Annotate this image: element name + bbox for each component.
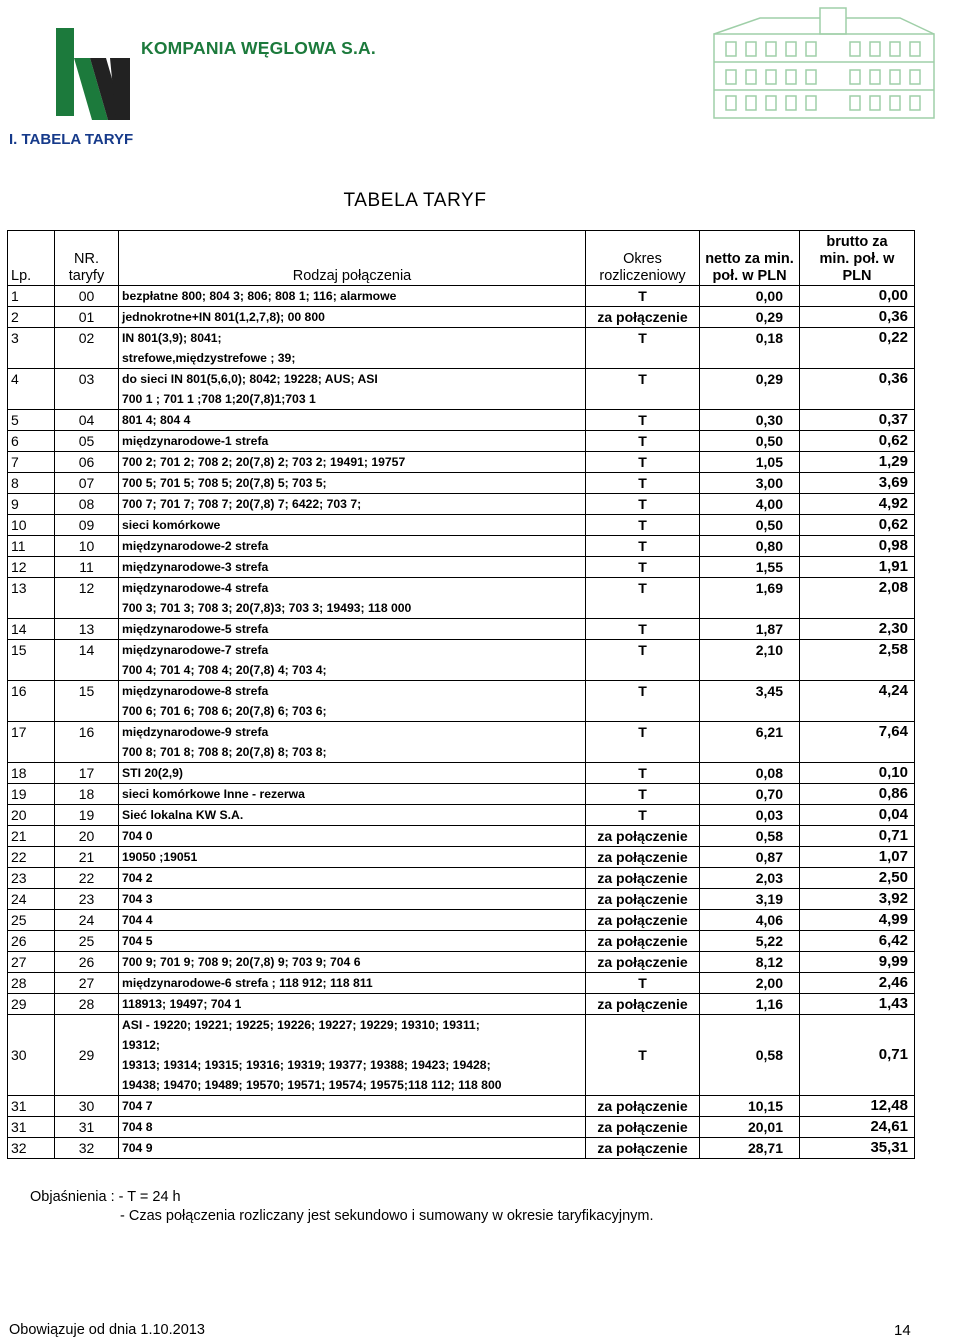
cell-brutto: 4,24 (800, 681, 915, 722)
cell-description (119, 973, 586, 994)
page-number: 14 (894, 1322, 911, 1339)
cell-lp: 22 (8, 847, 55, 868)
cell-lp: 1 (8, 286, 55, 307)
cell-okres: T (586, 410, 700, 431)
cell-brutto: 9,99 (800, 952, 915, 973)
description-line: strefowe,międzystrefowe ; 39; (122, 351, 296, 365)
cell-okres: T (586, 763, 700, 784)
tariff-table (7, 230, 915, 1159)
cell-brutto: 0,36 (800, 369, 915, 410)
cell-nr: 05 (55, 431, 119, 452)
description-line: sieci komórkowe (122, 518, 221, 532)
cell-netto: 1,87 (700, 619, 800, 640)
cell-nr: 30 (55, 1096, 119, 1117)
table-row (8, 1117, 915, 1138)
cell-okres: T (586, 805, 700, 826)
cell-lp: 17 (8, 722, 55, 763)
description-line: międzynarodowe-8 strefa (122, 684, 269, 698)
cell-lp: 3 (8, 328, 55, 369)
cell-brutto: 1,29 (800, 452, 915, 473)
table-row (8, 286, 915, 307)
description-line: 19438; 19470; 19489; 19570; 19571; 19574; 19575;118 112; 118 800 (122, 1078, 502, 1092)
logo-stroke-1 (56, 28, 74, 116)
cell-netto: 0,58 (700, 826, 800, 847)
cell-okres: za połączenie (586, 868, 700, 889)
cell-netto: 1,69 (700, 578, 800, 619)
cell-netto: 0,50 (700, 431, 800, 452)
cell-okres: T (586, 369, 700, 410)
cell-brutto: 0,86 (800, 784, 915, 805)
cell-brutto: 6,42 (800, 931, 915, 952)
description-line: 801 4; 804 4 (122, 413, 191, 427)
cell-description (119, 1096, 586, 1117)
description-line: IN 801(3,9); 8041; (122, 331, 222, 345)
table-row (8, 536, 915, 557)
cell-lp: 6 (8, 431, 55, 452)
cell-nr: 02 (55, 328, 119, 369)
cell-nr: 27 (55, 973, 119, 994)
cell-description (119, 722, 586, 763)
cell-description (119, 763, 586, 784)
table-row (8, 1096, 915, 1117)
cell-brutto: 2,30 (800, 619, 915, 640)
cell-description (119, 952, 586, 973)
cell-netto: 0,80 (700, 536, 800, 557)
table-row (8, 473, 915, 494)
table-header-row (8, 231, 915, 286)
description-line: 118913; 19497; 704 1 (122, 997, 242, 1011)
col-header-rodzaj: Rodzaj połączenia (119, 231, 586, 286)
description-line: międzynarodowe-5 strefa (122, 622, 269, 636)
cell-okres: za połączenie (586, 910, 700, 931)
cell-description (119, 681, 586, 722)
cell-brutto: 7,64 (800, 722, 915, 763)
cell-lp: 23 (8, 868, 55, 889)
cell-description (119, 286, 586, 307)
cell-lp: 21 (8, 826, 55, 847)
cell-nr: 11 (55, 557, 119, 578)
cell-netto: 3,00 (700, 473, 800, 494)
cell-nr: 18 (55, 784, 119, 805)
table-row (8, 763, 915, 784)
cell-lp: 9 (8, 494, 55, 515)
description-line: 704 5 (122, 934, 153, 948)
table-row (8, 805, 915, 826)
cell-netto: 5,22 (700, 931, 800, 952)
cell-okres: T (586, 452, 700, 473)
cell-netto: 3,45 (700, 681, 800, 722)
table-row (8, 722, 915, 763)
cell-netto: 2,10 (700, 640, 800, 681)
cell-brutto: 0,62 (800, 515, 915, 536)
cell-netto: 3,19 (700, 889, 800, 910)
cell-description (119, 889, 586, 910)
description-line: 700 5; 701 5; 708 5; 20(7,8) 5; 703 5; (122, 476, 327, 490)
cell-nr: 20 (55, 826, 119, 847)
cell-lp: 10 (8, 515, 55, 536)
cell-netto: 4,00 (700, 494, 800, 515)
cell-okres: T (586, 681, 700, 722)
cell-description (119, 557, 586, 578)
cell-netto: 2,03 (700, 868, 800, 889)
description-line: 700 8; 701 8; 708 8; 20(7,8) 8; 703 8; (122, 745, 327, 759)
cell-description (119, 1015, 586, 1096)
cell-okres: T (586, 286, 700, 307)
tariff-table-body (8, 286, 915, 1159)
description-line: 704 9 (122, 1141, 153, 1155)
cell-brutto: 0,00 (800, 286, 915, 307)
cell-nr: 06 (55, 452, 119, 473)
cell-nr: 04 (55, 410, 119, 431)
cell-okres: za połączenie (586, 1117, 700, 1138)
cell-netto: 0,70 (700, 784, 800, 805)
description-line: STI 20(2,9) (122, 766, 183, 780)
cell-lp: 12 (8, 557, 55, 578)
description-line: 704 4 (122, 913, 153, 927)
cell-description (119, 452, 586, 473)
col-header-nr: NR. taryfy (55, 231, 119, 286)
description-line: sieci komórkowe Inne - rezerwa (122, 787, 305, 801)
cell-brutto: 0,98 (800, 536, 915, 557)
table-row (8, 931, 915, 952)
table-row (8, 847, 915, 868)
cell-okres: T (586, 515, 700, 536)
cell-nr: 16 (55, 722, 119, 763)
table-row (8, 826, 915, 847)
cell-brutto: 35,31 (800, 1138, 915, 1159)
description-line: 700 2; 701 2; 708 2; 20(7,8) 2; 703 2; 19491; 19757 (122, 455, 406, 469)
cell-okres: za połączenie (586, 307, 700, 328)
table-row (8, 640, 915, 681)
cell-okres: za połączenie (586, 994, 700, 1015)
table-row (8, 784, 915, 805)
cell-brutto: 0,71 (800, 826, 915, 847)
description-line: 700 1 ; 701 1 ;708 1;20(7,8)1;703 1 (122, 392, 316, 406)
col-header-okres: Okres rozliczeniowy (586, 231, 700, 286)
cell-lp: 30 (8, 1015, 55, 1096)
cell-lp: 18 (8, 763, 55, 784)
cell-lp: 27 (8, 952, 55, 973)
cell-okres: T (586, 619, 700, 640)
cell-brutto: 0,04 (800, 805, 915, 826)
cell-nr: 31 (55, 1117, 119, 1138)
cell-netto: 28,71 (700, 1138, 800, 1159)
cell-okres: za połączenie (586, 952, 700, 973)
table-row (8, 910, 915, 931)
cell-netto: 0,29 (700, 369, 800, 410)
notes-line-1: Objaśnienia : - T = 24 h (30, 1189, 181, 1205)
cell-netto: 0,29 (700, 307, 800, 328)
description-line: bezpłatne 800; 804 3; 806; 808 1; 116; alarmowe (122, 289, 397, 303)
cell-nr: 28 (55, 994, 119, 1015)
cell-description (119, 328, 586, 369)
description-line: 700 4; 701 4; 708 4; 20(7,8) 4; 703 4; (122, 663, 327, 677)
cell-nr: 19 (55, 805, 119, 826)
cell-nr: 32 (55, 1138, 119, 1159)
description-line: międzynarodowe-4 strefa (122, 581, 269, 595)
cell-lp: 4 (8, 369, 55, 410)
cell-netto: 0,30 (700, 410, 800, 431)
cell-netto: 0,50 (700, 515, 800, 536)
cell-netto: 0,03 (700, 805, 800, 826)
cell-netto: 8,12 (700, 952, 800, 973)
cell-description (119, 868, 586, 889)
cell-nr: 17 (55, 763, 119, 784)
cell-netto: 6,21 (700, 722, 800, 763)
cell-lp: 24 (8, 889, 55, 910)
cell-brutto: 3,69 (800, 473, 915, 494)
cell-okres: za połączenie (586, 931, 700, 952)
table-row (8, 994, 915, 1015)
cell-nr: 29 (55, 1015, 119, 1096)
cell-netto: 2,00 (700, 973, 800, 994)
cell-description (119, 369, 586, 410)
description-line: do sieci IN 801(5,6,0); 8042; 19228; AUS; ASI (122, 372, 378, 386)
cell-okres: T (586, 640, 700, 681)
cell-okres: T (586, 784, 700, 805)
cell-brutto: 4,92 (800, 494, 915, 515)
cell-description (119, 994, 586, 1015)
description-line: 704 8 (122, 1120, 153, 1134)
description-line: 700 6; 701 6; 708 6; 20(7,8) 6; 703 6; (122, 704, 327, 718)
cell-okres: za połączenie (586, 1138, 700, 1159)
cell-netto: 0,08 (700, 763, 800, 784)
cell-okres: za połączenie (586, 826, 700, 847)
description-line: 19050 ;19051 (122, 850, 198, 864)
cell-brutto: 2,46 (800, 973, 915, 994)
description-line: 704 7 (122, 1099, 153, 1113)
col-header-lp: Lp. (8, 231, 55, 286)
cell-nr: 14 (55, 640, 119, 681)
cell-nr: 01 (55, 307, 119, 328)
cell-nr: 07 (55, 473, 119, 494)
table-row (8, 410, 915, 431)
col-header-brutto: brutto za min. poł. w PLN (800, 231, 915, 286)
cell-brutto: 1,91 (800, 557, 915, 578)
cell-okres: T (586, 328, 700, 369)
cell-lp: 25 (8, 910, 55, 931)
cell-nr: 26 (55, 952, 119, 973)
cell-description (119, 847, 586, 868)
cell-netto: 10,15 (700, 1096, 800, 1117)
cell-okres: T (586, 536, 700, 557)
cell-netto: 0,87 (700, 847, 800, 868)
description-line: 19313; 19314; 19315; 19316; 19319; 19377; 19388; 19423; 19428; (122, 1058, 491, 1072)
cell-okres: T (586, 578, 700, 619)
table-title: TABELA TARYF (343, 190, 487, 211)
table-row (8, 1138, 915, 1159)
cell-lp: 28 (8, 973, 55, 994)
cell-brutto: 0,62 (800, 431, 915, 452)
description-line: jednokrotne+IN 801(1,2,7,8); 00 800 (122, 310, 325, 324)
table-row (8, 889, 915, 910)
cell-lp: 14 (8, 619, 55, 640)
cell-nr: 08 (55, 494, 119, 515)
table-row (8, 557, 915, 578)
cell-nr: 24 (55, 910, 119, 931)
cell-brutto: 0,22 (800, 328, 915, 369)
cell-description (119, 578, 586, 619)
cell-netto: 4,06 (700, 910, 800, 931)
cell-nr: 03 (55, 369, 119, 410)
cell-brutto: 2,58 (800, 640, 915, 681)
cell-netto: 20,01 (700, 1117, 800, 1138)
cell-okres: za połączenie (586, 847, 700, 868)
cell-nr: 00 (55, 286, 119, 307)
description-line: międzynarodowe-9 strefa (122, 725, 269, 739)
table-row (8, 452, 915, 473)
cell-brutto: 12,48 (800, 1096, 915, 1117)
cell-description (119, 931, 586, 952)
cell-lp: 31 (8, 1096, 55, 1117)
description-line: międzynarodowe-7 strefa (122, 643, 269, 657)
cell-lp: 31 (8, 1117, 55, 1138)
cell-brutto: 3,92 (800, 889, 915, 910)
cell-netto: 0,00 (700, 286, 800, 307)
cell-lp: 19 (8, 784, 55, 805)
table-row (8, 494, 915, 515)
cell-lp: 11 (8, 536, 55, 557)
cell-netto: 1,55 (700, 557, 800, 578)
cell-okres: T (586, 722, 700, 763)
cell-brutto: 1,07 (800, 847, 915, 868)
cell-brutto: 1,43 (800, 994, 915, 1015)
cell-nr: 22 (55, 868, 119, 889)
cell-netto: 0,58 (700, 1015, 800, 1096)
cell-brutto: 0,71 (800, 1015, 915, 1096)
cell-okres: za połączenie (586, 1096, 700, 1117)
cell-description (119, 431, 586, 452)
table-row (8, 328, 915, 369)
cell-description (119, 494, 586, 515)
cell-nr: 09 (55, 515, 119, 536)
description-line: 700 3; 701 3; 708 3; 20(7,8)3; 703 3; 19493; 118 000 (122, 601, 412, 615)
cell-lp: 26 (8, 931, 55, 952)
cell-brutto: 0,36 (800, 307, 915, 328)
description-line: międzynarodowe-3 strefa (122, 560, 269, 574)
cell-brutto: 2,08 (800, 578, 915, 619)
cell-description (119, 473, 586, 494)
table-row (8, 952, 915, 973)
cell-description (119, 784, 586, 805)
cell-brutto: 0,10 (800, 763, 915, 784)
cell-description (119, 826, 586, 847)
description-line: międzynarodowe-6 strefa ; 118 912; 118 811 (122, 976, 373, 990)
notes (30, 1188, 653, 1226)
cell-lp: 7 (8, 452, 55, 473)
cell-okres: T (586, 557, 700, 578)
cell-okres: T (586, 431, 700, 452)
cell-description (119, 910, 586, 931)
cell-lp: 2 (8, 307, 55, 328)
cell-lp: 13 (8, 578, 55, 619)
cell-nr: 13 (55, 619, 119, 640)
cell-description (119, 536, 586, 557)
cell-description (119, 1138, 586, 1159)
table-row (8, 619, 915, 640)
cell-brutto: 2,50 (800, 868, 915, 889)
table-row (8, 973, 915, 994)
cell-netto: 0,18 (700, 328, 800, 369)
description-line: Sieć lokalna KW S.A. (122, 808, 244, 822)
cell-lp: 29 (8, 994, 55, 1015)
cell-lp: 8 (8, 473, 55, 494)
description-line: 704 3 (122, 892, 153, 906)
cell-nr: 23 (55, 889, 119, 910)
cell-netto: 1,16 (700, 994, 800, 1015)
cell-nr: 12 (55, 578, 119, 619)
description-line: międzynarodowe-1 strefa (122, 434, 269, 448)
section-title: I. TABELA TARYF (9, 131, 134, 148)
table-row (8, 515, 915, 536)
cell-lp: 20 (8, 805, 55, 826)
company-name: KOMPANIA WĘGLOWA S.A. (141, 38, 376, 58)
table-row (8, 369, 915, 410)
cell-description (119, 1117, 586, 1138)
notes-line-2: - Czas połączenia rozliczany jest sekundowo i sumowany w okresie taryfikacyjnym. (120, 1208, 654, 1224)
description-line: międzynarodowe-2 strefa (122, 539, 269, 553)
description-line: 700 7; 701 7; 708 7; 20(7,8) 7; 6422; 703 7; (122, 497, 362, 511)
cell-okres: T (586, 973, 700, 994)
cell-description (119, 640, 586, 681)
valid-from: Obowiązuje od dnia 1.10.2013 (9, 1322, 205, 1338)
cell-okres: T (586, 494, 700, 515)
cell-nr: 25 (55, 931, 119, 952)
table-row (8, 431, 915, 452)
building-watermark (700, 4, 950, 122)
company-logo (50, 28, 132, 122)
cell-nr: 21 (55, 847, 119, 868)
cell-brutto: 0,37 (800, 410, 915, 431)
cell-description (119, 515, 586, 536)
table-row (8, 868, 915, 889)
table-row (8, 307, 915, 328)
cell-netto: 1,05 (700, 452, 800, 473)
cell-nr: 10 (55, 536, 119, 557)
cell-nr: 15 (55, 681, 119, 722)
cell-description (119, 307, 586, 328)
table-row (8, 1015, 915, 1096)
description-line: 19312; (122, 1038, 160, 1052)
description-line: 700 9; 701 9; 708 9; 20(7,8) 9; 703 9; 704 6 (122, 955, 361, 969)
cell-okres: T (586, 473, 700, 494)
cell-description (119, 805, 586, 826)
cell-description (119, 619, 586, 640)
cell-brutto: 24,61 (800, 1117, 915, 1138)
cell-lp: 15 (8, 640, 55, 681)
description-line: ASI - 19220; 19221; 19225; 19226; 19227; 19229; 19310; 19311; (122, 1018, 480, 1032)
table-row (8, 681, 915, 722)
cell-description (119, 410, 586, 431)
cell-lp: 16 (8, 681, 55, 722)
cell-brutto: 4,99 (800, 910, 915, 931)
col-header-netto: netto za min. poł. w PLN (700, 231, 800, 286)
description-line: 704 0 (122, 829, 153, 843)
cell-okres: za połączenie (586, 889, 700, 910)
cell-okres: T (586, 1015, 700, 1096)
table-row (8, 578, 915, 619)
description-line: 704 2 (122, 871, 153, 885)
cell-lp: 5 (8, 410, 55, 431)
cell-lp: 32 (8, 1138, 55, 1159)
